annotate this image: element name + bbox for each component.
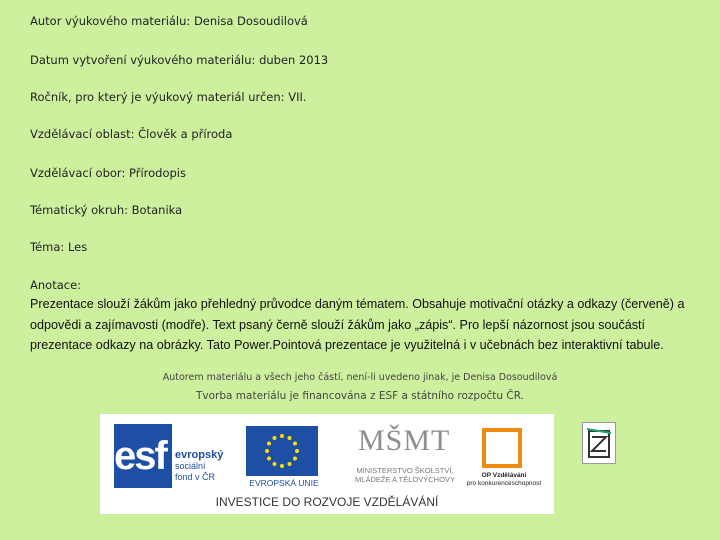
theme-line: [30, 203, 182, 217]
area-label: Vzdělávací oblast:: [30, 127, 135, 141]
subject-line: [30, 166, 186, 180]
esf-logo-text: esf: [114, 434, 166, 478]
op-logo-icon: [482, 428, 522, 468]
msmt-caption-2: MLÁDEŽE A TĚLOVÝCHOVY: [355, 475, 455, 484]
subject-label: Vzdělávací obor:: [30, 166, 126, 180]
eu-star: [267, 457, 271, 461]
grade-value: VII.: [288, 90, 307, 104]
op-caption-2: pro konkurenceschopnost: [466, 480, 542, 487]
topic-value: Les: [67, 240, 88, 254]
eu-star: [273, 436, 277, 440]
eu-star: [293, 442, 297, 446]
date-line: [30, 53, 328, 67]
eu-star: [267, 442, 271, 446]
esf-caption-2: sociální: [175, 461, 206, 471]
msmt-caption-1: MINISTERSTVO ŠKOLSTVÍ,: [356, 466, 454, 475]
area-value: Člověk a příroda: [138, 127, 233, 141]
op-caption-1: OP Vzdělávání: [481, 472, 527, 479]
eu-caption: EVROPSKÁ UNIE: [249, 478, 319, 488]
esf-caption: [175, 450, 223, 483]
date-value: duben 2013: [259, 53, 329, 67]
eu-star: [273, 462, 277, 466]
msmt-logo: MŠMT: [358, 424, 451, 457]
grade-line: [30, 90, 307, 104]
author-value: Denisa Dosoudilová: [193, 14, 308, 28]
date-label: Datum vytvoření výukového materiálu:: [30, 53, 256, 67]
op-caption: [460, 472, 548, 488]
eu-star: [295, 449, 299, 453]
funding-credit: Tvorba materiálu je financována z ESF a státního rozpočtu ČR.: [196, 390, 524, 402]
topic-label: Téma:: [30, 240, 65, 254]
eu-star: [280, 434, 284, 438]
annotation-label: Anotace:: [30, 278, 82, 292]
eu-flag-icon: [246, 426, 318, 476]
school-logo-icon: [582, 422, 616, 464]
theme-label: Tématický okruh:: [30, 203, 129, 217]
eu-star: [288, 462, 292, 466]
author-line: [30, 14, 308, 28]
investment-banner: INVESTICE DO ROZVOJE VZDĚLÁVÁNÍ: [215, 495, 439, 509]
subject-value: Přírodopis: [128, 166, 186, 180]
area-line: [30, 127, 232, 141]
eu-star: [265, 449, 269, 453]
author-credit: Autorem materiálu a všech jeho částí, není-li uvedeno jinak, je Denisa Dosoudilová: [162, 372, 558, 383]
eu-star: [280, 464, 284, 468]
annotation-text: Prezentace slouží žákům jako přehledný průvodce daným tématem. Obsahuje motivační otázky a odkazy (červeně) a odpovědi a zajímavosti (modře). Text psaný černě slouží žákům jako „zápis“. Pro lepší názornost jsou součástí prezentace odkazy na obrázky. Tato Power.Pointová prezentace je využitelná i v učebnách bez interaktivní tabule.: [30, 297, 685, 352]
author-label: Autor výukového materiálu:: [30, 14, 191, 28]
msmt-caption: [350, 466, 460, 484]
esf-caption-3: fond v ČR: [175, 472, 216, 482]
grade-label: Ročník, pro který je výukový materiál určen:: [30, 90, 285, 104]
eu-star: [293, 457, 297, 461]
esf-caption-1: evropský: [175, 449, 224, 461]
eu-star: [288, 436, 292, 440]
logo-strip: [100, 414, 554, 514]
topic-line: [30, 240, 87, 254]
theme-value: Botanika: [131, 203, 183, 217]
